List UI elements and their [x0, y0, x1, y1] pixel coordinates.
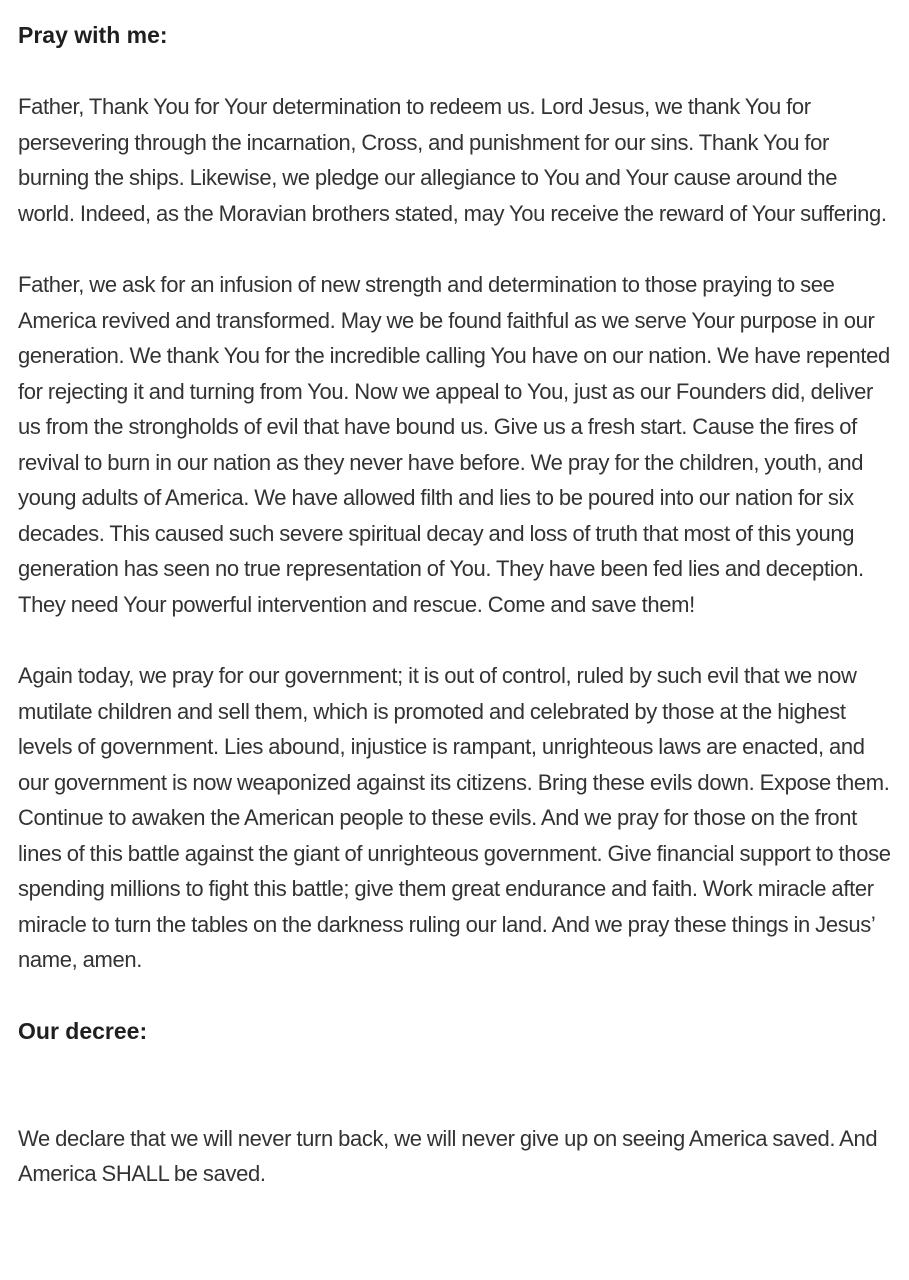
pray-with-me-heading: Pray with me:: [18, 22, 168, 48]
prayer-document: [18, 18, 896, 1192]
prayer-paragraph-2: Father, we ask for an infusion of new strength and determination to those praying to see America revived and transformed. May we be found faithful as we serve Your purpose in our generation. We thank You for the incredible calling You have on our nation. We have repented for rejecting it and turning from You. Now we appeal to You, just as our Founders did, deliver us from the strongholds of evil that have bound us. Give us a fresh start. Cause the fires of revival to burn in our nation as they never have before. We pray for the children, youth, and young adults of America. We have allowed filth and lies to be poured into our nation for six decades. This caused such severe spiritual decay and loss of truth that most of this young generation has seen no true representation of You. They have been fed lies and deception. They need Your powerful intervention and rescue. Come and save them!: [18, 272, 890, 617]
our-decree-heading: Our decree:: [18, 1017, 148, 1044]
prayer-paragraph-1: Father, Thank You for Your determination to redeem us. Lord Jesus, we thank You for persevering through the incarnation, Cross, and punishment for our sins. Thank You for burning the ships. Likewise, we pledge our allegiance to You and Your cause around the world. Indeed, as the Moravian brothers stated, may You receive the reward of Your suffering.: [18, 94, 887, 226]
decree-paragraph: We declare that we will never turn back, we will never give up on seeing America saved. And America SHALL be saved.: [18, 1125, 878, 1186]
prayer-paragraph-3: Again today, we pray for our government; it is out of control, ruled by such evil that we now mutilate children and sell them, which is promoted and celebrated by those at the highest levels of government. Lies abound, injustice is rampant, unrighteous laws are enacted, and our government is now weaponized against its citizens. Bring these evils down. Expose them. Continue to awaken the American people to these evils. And we pray for those on the front lines of this battle against the giant of unrighteous government. Give financial support to those spending millions to fight this battle; give them great endurance and faith. Work miracle after miracle to turn the tables on the darkness ruling our land. And we pray these things in Jesus’ name, amen.: [18, 663, 891, 972]
